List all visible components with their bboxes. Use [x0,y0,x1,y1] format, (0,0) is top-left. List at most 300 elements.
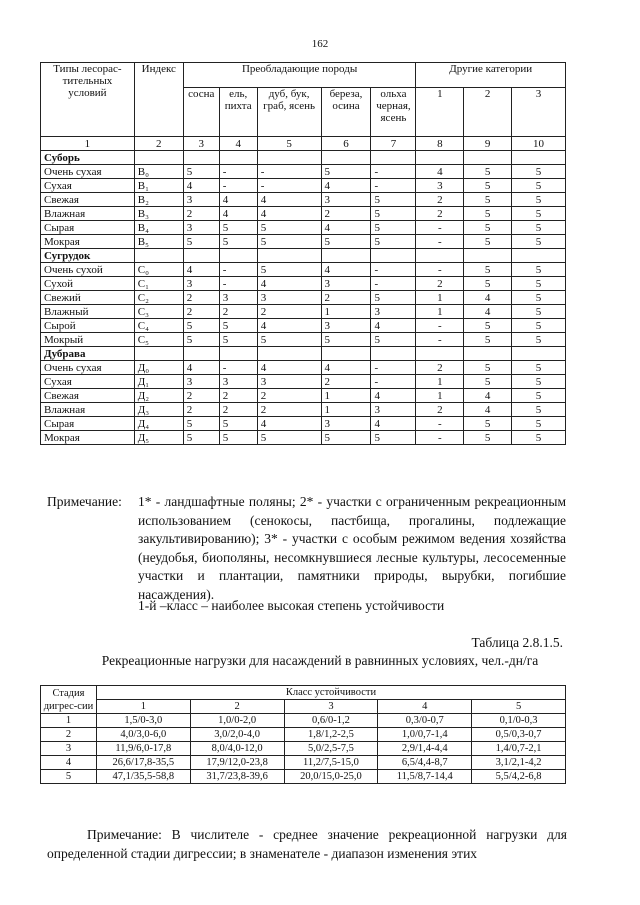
rating-cell: 2 [183,403,219,417]
column-number-1: 1 [41,137,135,151]
rating-cell: - [219,165,257,179]
rating-cell: 1 [416,389,464,403]
rating-cell: - [416,417,464,431]
rating-cell: 5 [183,165,219,179]
rating-cell: 1 [321,389,371,403]
rating-cell: 4 [183,361,219,375]
empty-cell [464,347,512,361]
load-cell: 31,7/23,8-39,6 [190,770,284,784]
rating-cell: 3 [416,179,464,193]
condition-name: Влажная [41,207,135,221]
rating-cell: 5 [464,179,512,193]
rating-cell: 2 [321,291,371,305]
rating-cell: - [371,375,416,389]
condition-index: С₂ [134,291,183,305]
column-number-10: 10 [512,137,566,151]
rating-cell: 5 [183,431,219,445]
rating-cell: 5 [183,235,219,249]
rating-cell: 1 [416,305,464,319]
condition-name: Сырой [41,319,135,333]
rating-cell: 5 [371,207,416,221]
rating-cell: 5 [464,375,512,389]
header-species-4: береза, осина [321,88,371,137]
empty-cell [512,249,566,263]
condition-name: Мокрая [41,431,135,445]
rating-cell: 5 [512,263,566,277]
table-row [41,291,566,305]
rating-cell: 5 [512,403,566,417]
condition-name: Свежая [41,389,135,403]
rating-cell: 3 [321,193,371,207]
rating-cell: 2 [416,403,464,417]
load-cell: 3,0/2,0-4,0 [190,728,284,742]
condition-index: В₄ [134,221,183,235]
rating-cell: 5 [464,263,512,277]
empty-cell [257,151,321,165]
rating-cell: 5 [371,333,416,347]
header-species-1: сосна [183,88,219,137]
rating-cell: 3 [219,291,257,305]
column-number-5: 5 [257,137,321,151]
rating-cell: 2 [219,403,257,417]
rating-cell: 2 [219,389,257,403]
rating-cell: 2 [183,207,219,221]
page-number: 162 [311,38,329,50]
load-cell: 5,0/2,5-7,5 [284,742,378,756]
rating-cell: 4 [257,193,321,207]
rating-cell: 5 [257,431,321,445]
empty-cell [464,151,512,165]
rating-cell: 5 [464,235,512,249]
header-other-cat-2: 2 [464,88,512,137]
rating-cell: 3 [257,291,321,305]
empty-cell [512,347,566,361]
load-cell: 1,0/0,7-1,4 [378,728,472,742]
table-row [41,756,566,770]
header-species-2: ель, пихта [219,88,257,137]
note2-text: Примечание: В числителе - среднее значение рекреационной нагрузки для определенной стадии дигрессии; в знаменателе - диапазон изменения этих [47,827,567,861]
header-other-cat-3: 3 [512,88,566,137]
rating-cell: 5 [464,207,512,221]
table-row [41,728,566,742]
rating-cell: - [219,179,257,193]
stage-cell: 2 [41,728,97,742]
rating-cell: 5 [512,361,566,375]
table-row [41,361,566,375]
rating-cell: 5 [464,319,512,333]
rating-cell: - [416,333,464,347]
condition-index: С₀ [134,263,183,277]
rating-cell: 5 [464,361,512,375]
table-number: Таблица 2.8.1.5. [471,635,563,650]
table-row [41,165,566,179]
rating-cell: 2 [183,305,219,319]
load-cell: 11,9/6,0-17,8 [96,742,190,756]
rating-cell: 4 [219,207,257,221]
section-row [41,347,566,361]
rating-cell: 5 [464,277,512,291]
forest-conditions-table [40,62,566,445]
load-cell: 2,9/1,4-4,4 [378,742,472,756]
condition-name: Сухой [41,277,135,291]
rating-cell: 5 [464,417,512,431]
empty-cell [257,249,321,263]
rating-cell: 5 [512,291,566,305]
empty-cell [321,151,371,165]
rating-cell: - [371,361,416,375]
rating-cell: 3 [321,319,371,333]
header-stability-class: Класс устойчивости [96,686,565,700]
header-class-4: 4 [378,700,472,714]
condition-name: Свежий [41,291,135,305]
rating-cell: 5 [371,291,416,305]
rating-cell: 3 [183,277,219,291]
rating-cell: 5 [257,263,321,277]
condition-name: Сухая [41,375,135,389]
load-cell: 11,2/7,5-15,0 [284,756,378,770]
rating-cell: 5 [464,431,512,445]
rating-cell: 5 [219,319,257,333]
header-species-3: дуб, бук, граб, ясень [257,88,321,137]
recreational-load-table [40,685,566,784]
rating-cell: 4 [464,305,512,319]
rating-cell: 5 [219,235,257,249]
column-number-9: 9 [464,137,512,151]
rating-cell: 5 [219,221,257,235]
rating-cell: 3 [183,193,219,207]
table-row [41,403,566,417]
column-number-2: 2 [134,137,183,151]
table-row [41,193,566,207]
load-cell: 3,1/2,1-4,2 [472,756,566,770]
condition-name: Сырая [41,221,135,235]
table-row [41,305,566,319]
rating-cell: 2 [257,305,321,319]
condition-name: Очень сухая [41,165,135,179]
header-index: Индекс [134,63,183,137]
rating-cell: 5 [183,333,219,347]
rating-cell: 4 [416,165,464,179]
condition-index: С₄ [134,319,183,333]
section-row [41,249,566,263]
table-row [41,714,566,728]
load-cell: 1,5/0-3,0 [96,714,190,728]
rating-cell: 4 [183,179,219,193]
condition-name: Мокрый [41,333,135,347]
rating-cell: 5 [321,333,371,347]
rating-cell: 5 [219,431,257,445]
rating-cell: 2 [416,207,464,221]
empty-cell [321,347,371,361]
empty-cell [183,249,219,263]
table-row [41,742,566,756]
header-other-categories: Другие категории [416,63,566,88]
rating-cell: 5 [512,431,566,445]
rating-cell: 5 [512,375,566,389]
rating-cell: 3 [321,417,371,431]
rating-cell: - [371,179,416,193]
rating-cell: 4 [257,277,321,291]
load-cell: 47,1/35,5-58,8 [96,770,190,784]
header-species-5: ольха черная, ясень [371,88,416,137]
header-class-5: 5 [472,700,566,714]
empty-cell [512,151,566,165]
stage-cell: 5 [41,770,97,784]
rating-cell: 4 [321,263,371,277]
rating-cell: - [371,277,416,291]
section-title: Сугрудок [41,249,135,263]
empty-cell [257,347,321,361]
rating-cell: 4 [464,403,512,417]
condition-index: С₁ [134,277,183,291]
empty-cell [134,347,183,361]
rating-cell: - [257,179,321,193]
rating-cell: - [219,263,257,277]
stage-cell: 3 [41,742,97,756]
rating-cell: 5 [257,221,321,235]
table-row [41,375,566,389]
header-dominant-species: Преобладающие породы [183,63,416,88]
column-number-4: 4 [219,137,257,151]
rating-cell: 5 [512,221,566,235]
empty-cell [371,249,416,263]
header-type: Типы лесорас-тительных условий [41,63,135,137]
rating-cell: 5 [512,235,566,249]
section-row [41,151,566,165]
rating-cell: - [416,319,464,333]
rating-cell: - [257,165,321,179]
condition-index: Д₃ [134,403,183,417]
note1-text: 1* - ландшафтные поляны; 2* - участки с ограниченным рекреационным использованием (сенокосы, пастбища, прогалины, подлежащие закультивированию); 3* - участки с особым режимом ведения хозяйства (неудобья, биополяны, несомкнувшиеся лесные культуры, лесосеменные участки и плантации, памятники природы, вырубки, погибшие насаждения). [138,494,566,602]
empty-cell [134,151,183,165]
condition-index: Д₀ [134,361,183,375]
rating-cell: 2 [257,403,321,417]
rating-cell: 5 [512,319,566,333]
condition-name: Сухая [41,179,135,193]
table-row [41,207,566,221]
rating-cell: 3 [183,375,219,389]
rating-cell: 5 [183,319,219,333]
section-title: Суборь [41,151,135,165]
load-cell: 26,6/17,8-35,5 [96,756,190,770]
header-class-2: 2 [190,700,284,714]
header-class-1: 1 [96,700,190,714]
rating-cell: 5 [512,193,566,207]
load-cell: 6,5/4,4-8,7 [378,756,472,770]
column-number-8: 8 [416,137,464,151]
condition-name: Очень сухой [41,263,135,277]
rating-cell: 4 [183,263,219,277]
condition-index: Д₂ [134,389,183,403]
empty-cell [416,151,464,165]
rating-cell: 5 [512,305,566,319]
rating-cell: - [219,361,257,375]
rating-cell: 5 [371,235,416,249]
rating-cell: 4 [219,193,257,207]
table-row [41,389,566,403]
condition-index: В₀ [134,165,183,179]
table-row [41,179,566,193]
load-cell: 1,4/0,7-2,1 [472,742,566,756]
table-row [41,417,566,431]
rating-cell: 1 [321,403,371,417]
load-cell: 0,3/0-0,7 [378,714,472,728]
rating-cell: - [416,263,464,277]
empty-cell [321,249,371,263]
rating-cell: 4 [371,389,416,403]
rating-cell: 4 [257,207,321,221]
table-row [41,221,566,235]
note1-class-info: 1-й –класс – наиболее высокая степень устойчивости [138,598,445,613]
table-row [41,263,566,277]
rating-cell: - [416,431,464,445]
condition-index: С₃ [134,305,183,319]
table-title: Рекреационные нагрузки для насаждений в равнинных условиях, чел.-дн/га [101,653,539,668]
rating-cell: 5 [512,277,566,291]
rating-cell: 2 [183,291,219,305]
condition-name: Влажная [41,403,135,417]
rating-cell: 1 [416,291,464,305]
note1-label: Примечание: [47,494,122,509]
condition-index: В₅ [134,235,183,249]
rating-cell: 3 [321,277,371,291]
empty-cell [219,249,257,263]
rating-cell: - [371,263,416,277]
condition-index: Д₄ [134,417,183,431]
section-title: Дубрава [41,347,135,361]
rating-cell: 5 [321,165,371,179]
rating-cell: 5 [512,389,566,403]
condition-index: Д₅ [134,431,183,445]
rating-cell: 3 [371,403,416,417]
condition-index: С₅ [134,333,183,347]
rating-cell: 2 [416,277,464,291]
empty-cell [464,249,512,263]
rating-cell: 2 [416,361,464,375]
table-row [41,431,566,445]
stage-cell: 1 [41,714,97,728]
load-cell: 1,0/0-2,0 [190,714,284,728]
rating-cell: 5 [321,431,371,445]
rating-cell: 3 [257,375,321,389]
rating-cell: 2 [321,207,371,221]
rating-cell: 2 [416,193,464,207]
rating-cell: 5 [464,221,512,235]
condition-index: В₁ [134,179,183,193]
rating-cell: 4 [257,417,321,431]
column-number-3: 3 [183,137,219,151]
rating-cell: 4 [464,389,512,403]
header-other-cat-1: 1 [416,88,464,137]
rating-cell: 4 [257,361,321,375]
condition-index: В₃ [134,207,183,221]
rating-cell: 5 [183,417,219,431]
rating-cell: 5 [321,235,371,249]
rating-cell: 2 [183,389,219,403]
load-cell: 17,9/12,0-23,8 [190,756,284,770]
empty-cell [371,347,416,361]
load-cell: 4,0/3,0-6,0 [96,728,190,742]
rating-cell: - [416,235,464,249]
table-row [41,770,566,784]
load-cell: 0,1/0-0,3 [472,714,566,728]
empty-cell [219,347,257,361]
condition-name: Свежая [41,193,135,207]
header-class-3: 3 [284,700,378,714]
rating-cell: 2 [321,375,371,389]
rating-cell: 5 [371,431,416,445]
rating-cell: 5 [257,235,321,249]
rating-cell: 2 [219,305,257,319]
stage-cell: 4 [41,756,97,770]
rating-cell: 5 [512,417,566,431]
load-cell: 5,5/4,2-6,8 [472,770,566,784]
load-cell: 1,8/1,2-2,5 [284,728,378,742]
condition-name: Влажный [41,305,135,319]
rating-cell: 5 [512,165,566,179]
empty-cell [416,347,464,361]
load-cell: 20,0/15,0-25,0 [284,770,378,784]
condition-index: Д₁ [134,375,183,389]
rating-cell: 4 [371,417,416,431]
empty-cell [371,151,416,165]
rating-cell: 5 [464,165,512,179]
rating-cell: 4 [321,179,371,193]
rating-cell: 5 [512,333,566,347]
rating-cell: 3 [219,375,257,389]
rating-cell: - [219,277,257,291]
condition-name: Очень сухая [41,361,135,375]
empty-cell [134,249,183,263]
rating-cell: 3 [371,305,416,319]
rating-cell: 4 [321,221,371,235]
condition-index: В₂ [134,193,183,207]
rating-cell: 5 [219,417,257,431]
rating-cell: 4 [464,291,512,305]
rating-cell: - [371,165,416,179]
table-row [41,319,566,333]
load-cell: 0,5/0,3-0,7 [472,728,566,742]
load-cell: 0,6/0-1,2 [284,714,378,728]
rating-cell: 5 [371,193,416,207]
empty-cell [183,151,219,165]
rating-cell: 5 [512,207,566,221]
table-row [41,333,566,347]
rating-cell: 4 [257,319,321,333]
column-number-7: 7 [371,137,416,151]
load-cell: 8,0/4,0-12,0 [190,742,284,756]
empty-cell [183,347,219,361]
rating-cell: 5 [512,179,566,193]
condition-name: Сырая [41,417,135,431]
rating-cell: 4 [321,361,371,375]
rating-cell: 2 [257,389,321,403]
header-stage: Стадия дигрес-сии [41,686,97,714]
column-number-6: 6 [321,137,371,151]
rating-cell: 5 [464,333,512,347]
table-row [41,235,566,249]
condition-name: Мокрая [41,235,135,249]
rating-cell: 1 [416,375,464,389]
empty-cell [416,249,464,263]
rating-cell: 1 [321,305,371,319]
rating-cell: 5 [219,333,257,347]
rating-cell: 5 [371,221,416,235]
rating-cell: 5 [257,333,321,347]
rating-cell: 4 [371,319,416,333]
rating-cell: 5 [464,193,512,207]
load-cell: 11,5/8,7-14,4 [378,770,472,784]
